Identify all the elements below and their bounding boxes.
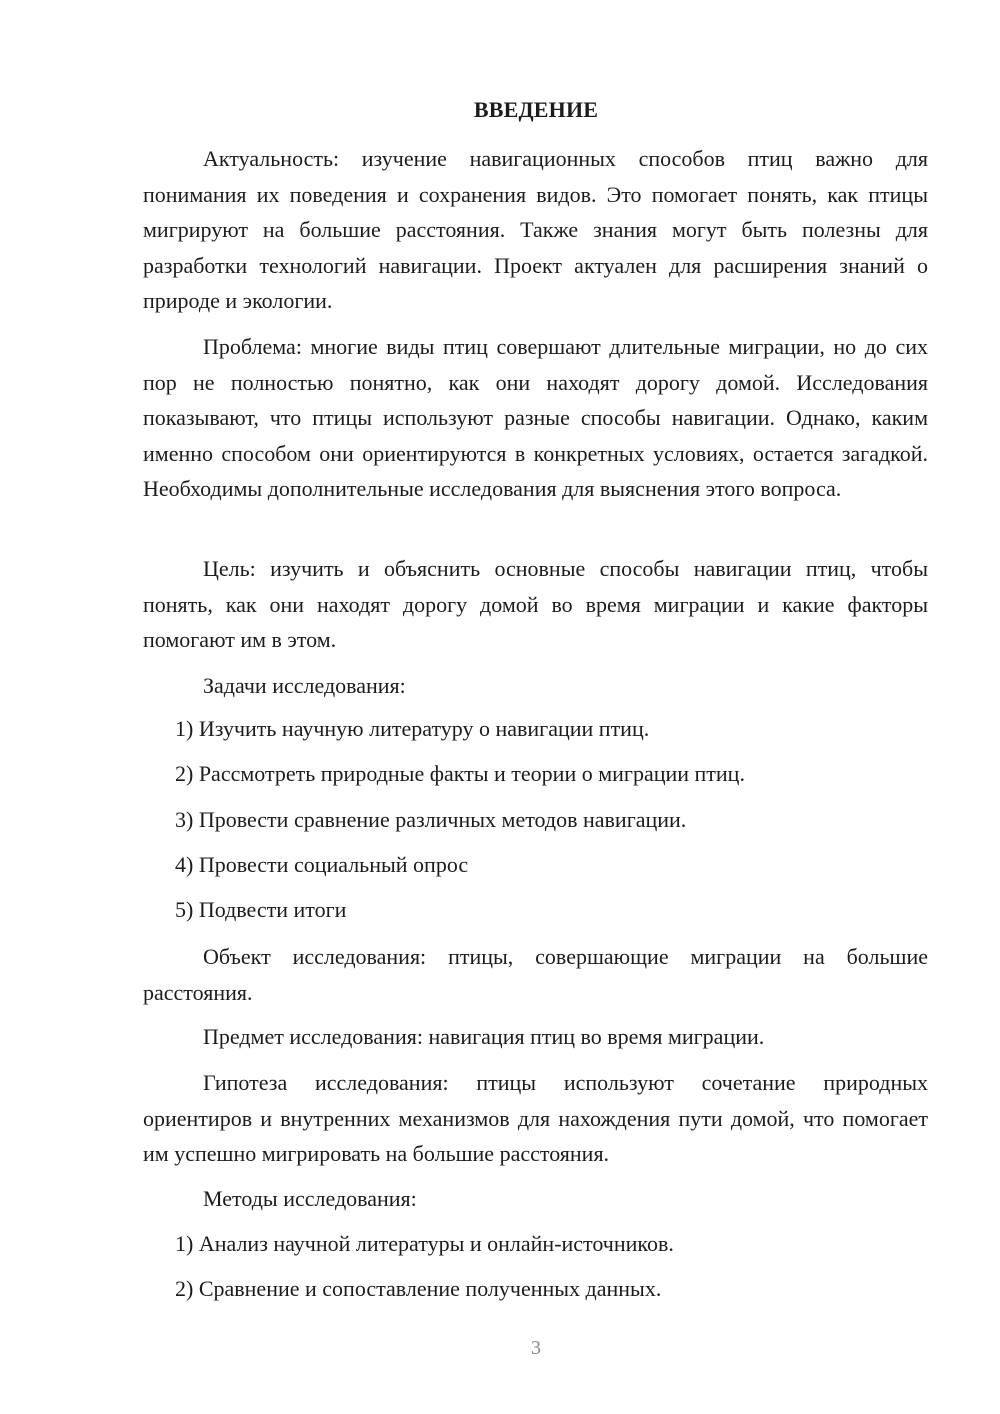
method-item: 2) Сравнение и сопоставление полученных данных. [175,1276,662,1301]
page-number: 3 [531,1337,541,1359]
task-item: 2) Рассмотреть природные факты и теории о миграции птиц. [175,761,745,786]
paragraph-relevance: Актуальность: изучение навигационных способов птиц важно для понимания их поведения и сохранения видов. Это помогает понять, как птицы мигрируют на большие расстояния. Также знания могут быть полезны для разработки технологий навигации. Проект актуален для расширения знаний о природе и экологии. [143,146,928,313]
task-item: 3) Провести сравнение различных методов навигации. [175,807,687,832]
method-item: 1) Анализ научной литературы и онлайн-источников. [175,1231,674,1256]
tasks-heading: Задачи исследования: [203,673,406,698]
paragraph-subject: Предмет исследования: навигация птиц во время миграции. [203,1024,765,1049]
page-title: ВВЕДЕНИЕ [473,97,599,122]
task-item: 4) Провести социальный опрос [175,852,469,877]
paragraph-hypothesis: Гипотеза исследования: птицы используют сочетание природных ориентиров и внутренних механизмов для нахождения пути домой, что помогает им успешно мигрировать на большие расстояния. [143,1070,928,1166]
task-item: 1) Изучить научную литературу о навигации птиц. [175,716,650,741]
task-item: 5) Подвести итоги [175,897,347,922]
methods-heading: Методы исследования: [203,1186,417,1211]
paragraph-object: Объект исследования: птицы, совершающие миграции на большие расстояния. [143,944,928,1005]
paragraph-problem: Проблема: многие виды птиц совершают длительные миграции, но до сих пор не полностью понятно, как они находят дорогу домой. Исследования показывают, что птицы используют разные способы навигации. Однако, каким именно способом они ориентируются в конкретных условиях, остается загадкой. Необходимы дополнительные исследования для выяснения этого вопроса. [143,334,928,501]
paragraph-goal: Цель: изучить и объяснить основные способы навигации птиц, чтобы понять, как они находят дорогу домой во время миграции и какие факторы помогают им в этом. [143,556,928,652]
